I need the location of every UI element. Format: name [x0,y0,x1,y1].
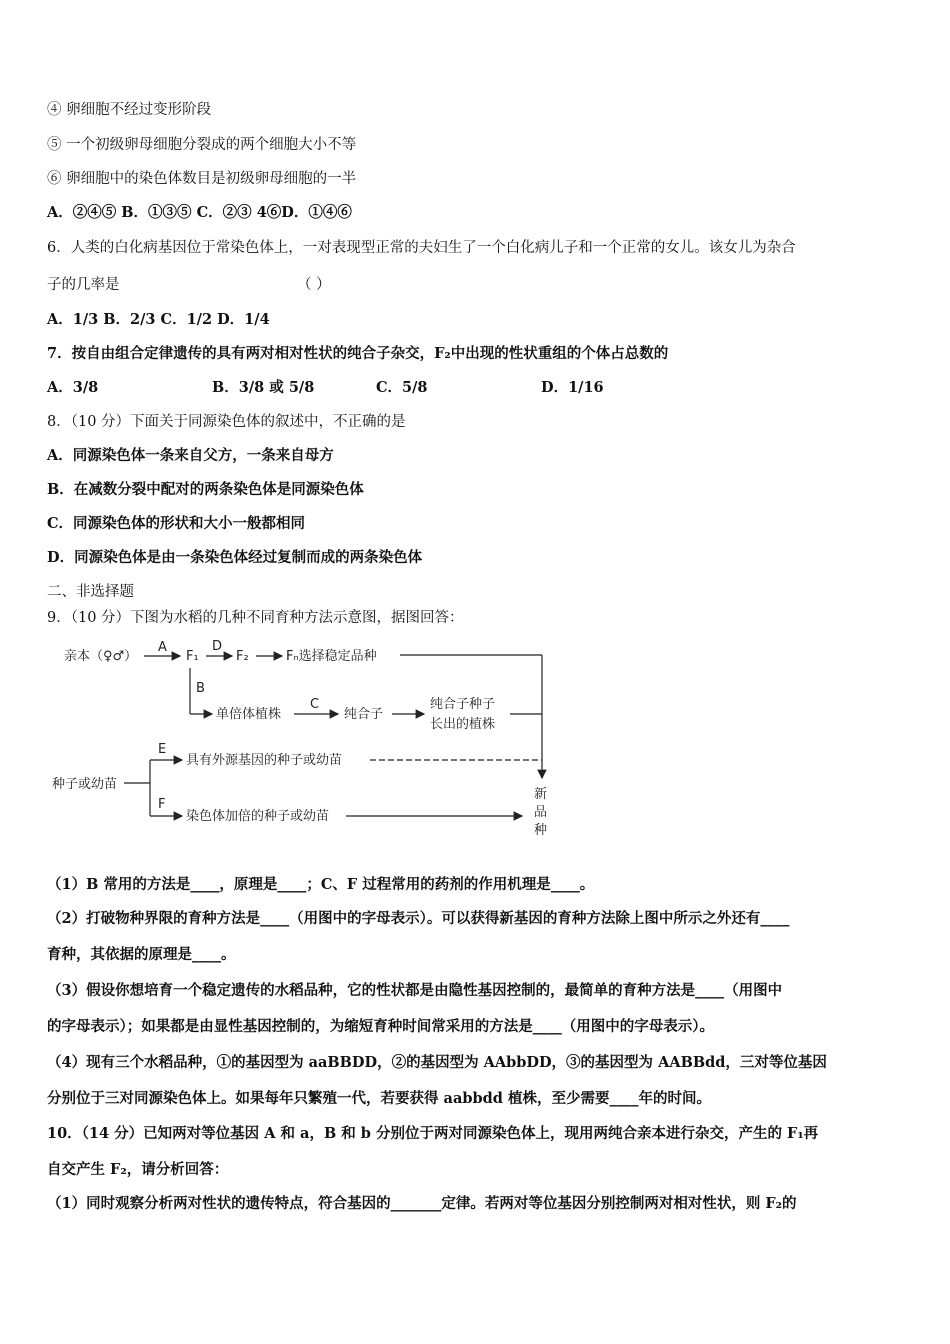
q8-stem: 8．（10 分）下面关于同源染色体的叙述中，不正确的是 [47,414,406,430]
arrow-a-label: A [158,640,167,655]
pure-label: 纯合子 [344,707,384,722]
q8-option-a: A．同源染色体一条来自父方，一条来自母方 [47,447,334,464]
q5-options: A．②④⑤ B．①③⑤ C．②③ 4⑥D．①④⑥ [47,204,352,221]
line-item-4: ④ 卵细胞不经过变形阶段 [47,102,212,118]
arrow-b-label: B [196,681,205,696]
arrow-f-label: F [158,797,166,812]
new-variety-label-3: 种 [534,823,548,838]
pure-seed-label-2: 长出的植株 [430,717,496,732]
q8-option-b: B．在减数分裂中配对的两条染色体是同源染色体 [47,481,364,498]
doubled-label: 染色体加倍的种子或幼苗 [186,809,330,824]
q7-option-d: D．1/16 [541,379,604,396]
arrow-c-label: C [310,697,320,712]
parent-label: 亲本（♀♂） [64,649,138,664]
q6-options: A．1/3 B．2/3 C．1/2 D．1/4 [47,311,270,328]
q10-part-1: （1）同时观察分析两对性状的遗传特点，符合基因的_______定律。若两对等位基因分别控制两对相对性状，则 F₂的 [47,1195,797,1212]
f1-label: F₁ [186,649,199,664]
section-heading: 二、非选择题 [47,584,134,600]
pure-seed-label-1: 纯合子种子 [430,697,496,712]
f2-label: F₂ [236,649,249,664]
q9-part-2-cont: 育种，其依据的原理是____。 [47,946,236,963]
q8-option-d: D．同源染色体是由一条染色体经过复制而成的两条染色体 [47,549,423,566]
q9-part-3-cont: 的字母表示）；如果都是由显性基因控制的，为缩短育种时间常采用的方法是____（用图中的字母表示）。 [47,1018,714,1035]
seed-label: 种子或幼苗 [52,777,118,792]
q9-part-4-cont: 分别位于三对同源染色体上。如果每年只繁殖一代，若要获得 aabbdd 植株，至少需要____年的时间。 [47,1090,711,1107]
haploid-label: 单倍体植株 [216,707,282,722]
q9-part-3: （3）假设你想培育一个稳定遗传的水稻品种，它的性状都是由隐性基因控制的，最简单的育种方法是____（用图中 [47,982,783,999]
q9-part-1: （1）B 常用的方法是____，原理是____；C、F 过程常用的药剂的作用机理是____。 [47,876,595,893]
q9-part-4: （4）现有三个水稻品种，①的基因型为 aaBBDD，②的基因型为 AAbbDD，③的基因型为 AABBdd，三对等位基因 [47,1054,827,1071]
line-item-6: ⑥ 卵细胞中的染色体数目是初级卵母细胞的一半 [47,171,357,187]
new-variety-label-2: 品 [534,805,548,820]
new-variety-label-1: 新 [534,787,548,802]
q6-paren: （ ） [297,277,331,293]
arrow-e-label: E [158,742,167,757]
foreign-label: 具有外源基因的种子或幼苗 [186,753,343,768]
q8-option-c: C．同源染色体的形状和大小一般都相同 [47,515,306,532]
q9-part-2: （2）打破物种界限的育种方法是____（用图中的字母表示）。可以获得新基因的育种方法除上图中所示之外还有____ [47,910,790,927]
q6-stem: 6．人类的白化病基因位于常染色体上，一对表现型正常的夫妇生了一个白化病儿子和一个正常的女儿。该女儿为杂合 [47,240,796,256]
q7-option-a: A．3/8 [47,379,99,396]
breeding-diagram [48,636,568,848]
q7-stem: 7．按自由组合定律遗传的具有两对相对性状的纯合子杂交，F₂中出现的性状重组的个体占总数的 [47,345,669,362]
q10-stem-cont: 自交产生 F₂，请分析回答： [47,1161,229,1178]
q7-option-b: B．3/8 或 5/8 [212,379,315,396]
q6-stem-cont: 子的几率是 [47,277,120,293]
fn-label: Fₙ选择稳定品种 [286,649,377,664]
q10-stem: 10．（14 分）已知两对等位基因 A 和 a，B 和 b 分别位于两对同源染色体上，现用两纯合亲本进行杂交，产生的 F₁再 [47,1125,819,1142]
q7-option-c: C．5/8 [376,379,428,396]
line-item-5: ⑤ 一个初级卵母细胞分裂成的两个细胞大小不等 [47,137,357,153]
q9-stem: 9．（10 分）下图为水稻的几种不同育种方法示意图，据图回答： [47,610,464,626]
arrow-d-label: D [212,639,223,654]
